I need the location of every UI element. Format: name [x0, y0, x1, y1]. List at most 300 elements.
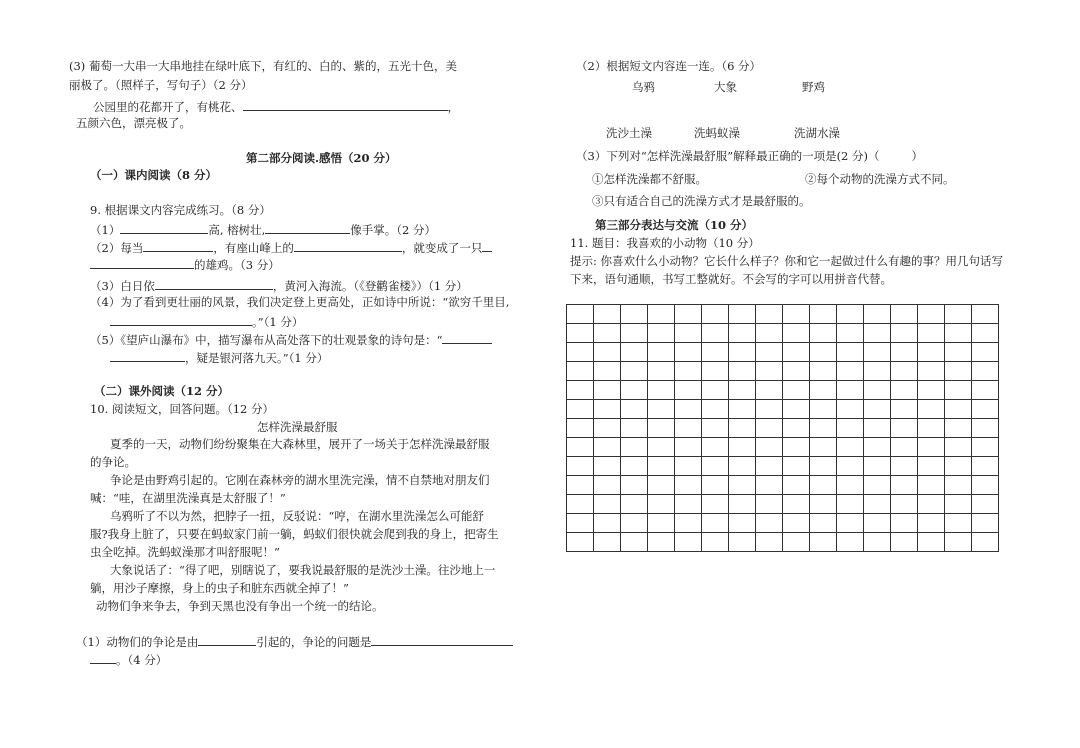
grid-row — [567, 400, 999, 419]
grid-cell[interactable] — [756, 381, 783, 400]
grid-cell[interactable] — [972, 514, 999, 533]
sec2-title: （二）课外阅读（12 分） — [94, 384, 230, 398]
q3-line2: 丽极了。（照样子，写句子）（2 分） — [69, 78, 253, 92]
grid-cell[interactable] — [729, 438, 756, 457]
grid-cell[interactable] — [702, 476, 729, 495]
grid-cell[interactable] — [594, 305, 621, 324]
grid-cell[interactable] — [648, 476, 675, 495]
grid-cell[interactable] — [702, 495, 729, 514]
q10-3-text-b: ） — [911, 149, 924, 163]
grid-cell[interactable] — [702, 362, 729, 381]
grid-cell[interactable] — [783, 438, 810, 457]
grid-cell[interactable] — [891, 362, 918, 381]
passage-p5: 动物们争来争去，争到天黑也没有争出一个统一的结论。 — [96, 599, 384, 613]
grid-cell[interactable] — [756, 362, 783, 381]
grid-cell[interactable] — [675, 533, 702, 552]
grid-cell[interactable] — [702, 514, 729, 533]
grid-cell[interactable] — [837, 438, 864, 457]
grid-row — [567, 476, 999, 495]
q9-1-num: （1） — [90, 223, 121, 237]
grid-cell[interactable] — [945, 400, 972, 419]
grid-cell[interactable] — [783, 324, 810, 343]
grid-cell[interactable] — [594, 514, 621, 533]
grid-cell[interactable] — [891, 419, 918, 438]
grid-cell[interactable] — [891, 457, 918, 476]
grid-cell[interactable] — [567, 514, 594, 533]
grid-cell[interactable] — [783, 514, 810, 533]
grid-cell[interactable] — [567, 476, 594, 495]
q9-1-text-b: 高, 榕树壮, — [208, 223, 266, 237]
grid-cell[interactable] — [621, 305, 648, 324]
grid-cell[interactable] — [837, 400, 864, 419]
grid-cell[interactable] — [621, 324, 648, 343]
writing-grid-table[interactable] — [566, 304, 999, 552]
q9-2-blank-b[interactable] — [294, 239, 402, 252]
grid-cell[interactable] — [621, 381, 648, 400]
grid-cell[interactable] — [567, 419, 594, 438]
grid-cell[interactable] — [675, 514, 702, 533]
q9-5-text-b: ，疑是银河落九天。”（1 分） — [185, 351, 329, 365]
grid-cell[interactable] — [972, 438, 999, 457]
q9-3-text-a: （3）白日依 — [90, 279, 155, 293]
grid-cell[interactable] — [648, 514, 675, 533]
q9-2-text-b: ，有座山峰上的 — [213, 241, 294, 255]
q9-5-blank-a[interactable] — [442, 331, 492, 344]
grid-cell[interactable] — [945, 476, 972, 495]
grid-cell[interactable] — [648, 457, 675, 476]
q9-2 — [90, 239, 492, 257]
grid-cell[interactable] — [594, 419, 621, 438]
grid-cell[interactable] — [594, 533, 621, 552]
grid-cell[interactable] — [972, 400, 999, 419]
grid-cell[interactable] — [675, 476, 702, 495]
grid-cell[interactable] — [783, 419, 810, 438]
grid-cell[interactable] — [675, 457, 702, 476]
grid-cell[interactable] — [945, 514, 972, 533]
grid-cell[interactable] — [783, 362, 810, 381]
grid-cell[interactable] — [783, 343, 810, 362]
grid-cell[interactable] — [918, 343, 945, 362]
grid-cell[interactable] — [648, 419, 675, 438]
grid-cell[interactable] — [945, 343, 972, 362]
grid-row — [567, 438, 999, 457]
q9-5-blank-b[interactable] — [110, 349, 185, 362]
grid-cell[interactable] — [621, 514, 648, 533]
grid-cell[interactable] — [648, 533, 675, 552]
grid-cell[interactable] — [729, 400, 756, 419]
grid-cell[interactable] — [567, 400, 594, 419]
grid-cell[interactable] — [567, 457, 594, 476]
grid-cell[interactable] — [810, 438, 837, 457]
grid-cell[interactable] — [918, 362, 945, 381]
grid-cell[interactable] — [621, 400, 648, 419]
q10-3-text-a: （3）下列对“怎样洗澡最舒服”解释最正确的一项是(2 分)（ — [576, 149, 880, 163]
animal-crow[interactable]: 乌鸦 — [632, 80, 655, 94]
grid-cell[interactable] — [594, 476, 621, 495]
passage-p3b: 服?我身上脏了，只要在蚂蚁家门前一躺，蚂蚁们很快就会爬到我的身上，把寄生 — [90, 527, 499, 541]
grid-cell[interactable] — [891, 476, 918, 495]
grid-cell[interactable] — [864, 533, 891, 552]
grid-cell[interactable] — [891, 400, 918, 419]
q9-1-text-c: 像手掌。（2 分） — [350, 223, 437, 237]
grid-cell[interactable] — [810, 514, 837, 533]
bath-sand[interactable]: 洗沙土澡 — [606, 126, 652, 140]
grid-cell[interactable] — [891, 495, 918, 514]
animal-pheasant[interactable]: 野鸡 — [802, 80, 825, 94]
grid-cell[interactable] — [864, 419, 891, 438]
grid-cell[interactable] — [594, 343, 621, 362]
q9-2-blank-d[interactable] — [90, 256, 194, 269]
passage-title: 怎样洗澡最舒服 — [257, 420, 338, 434]
grid-cell[interactable] — [729, 381, 756, 400]
grid-cell[interactable] — [810, 457, 837, 476]
grid-cell[interactable] — [702, 419, 729, 438]
grid-cell[interactable] — [972, 457, 999, 476]
grid-cell[interactable] — [918, 476, 945, 495]
grid-cell[interactable] — [621, 476, 648, 495]
grid-cell[interactable] — [972, 324, 999, 343]
grid-cell[interactable] — [945, 533, 972, 552]
passage-p3a: 乌鸦听了不以为然，把脖子一扭，反驳说：“哼，在湖水里洗澡怎么可能舒 — [110, 509, 484, 523]
grid-cell[interactable] — [675, 438, 702, 457]
grid-row — [567, 324, 999, 343]
grid-cell[interactable] — [567, 495, 594, 514]
grid-cell[interactable] — [972, 476, 999, 495]
grid-cell[interactable] — [756, 305, 783, 324]
grid-cell[interactable] — [567, 381, 594, 400]
grid-cell[interactable] — [648, 381, 675, 400]
grid-cell[interactable] — [621, 362, 648, 381]
grid-cell[interactable] — [756, 400, 783, 419]
q9-1-blank-b[interactable] — [265, 221, 350, 234]
q9-2-text-d: 的雄鸡。（3 分） — [194, 258, 280, 272]
grid-row — [567, 419, 999, 438]
grid-cell[interactable] — [945, 381, 972, 400]
q10-1-text-b: 引起的，争论的问题是 — [256, 635, 372, 649]
grid-cell[interactable] — [621, 533, 648, 552]
q10-1-blank-c[interactable] — [90, 651, 116, 664]
grid-cell[interactable] — [864, 305, 891, 324]
grid-cell[interactable] — [756, 438, 783, 457]
grid-cell[interactable] — [648, 305, 675, 324]
q11-hint-line1: 提示: 你喜欢什么小动物？它长什么样子？你和它一起做过什么有趣的事？用几句话写 — [570, 254, 1004, 268]
grid-cell[interactable] — [648, 343, 675, 362]
grid-cell[interactable] — [675, 495, 702, 514]
grid-cell[interactable] — [972, 305, 999, 324]
grid-cell[interactable] — [729, 305, 756, 324]
grid-row — [567, 495, 999, 514]
grid-row — [567, 514, 999, 533]
animal-elephant[interactable]: 大象 — [714, 80, 737, 94]
grid-cell[interactable] — [810, 324, 837, 343]
grid-cell[interactable] — [891, 533, 918, 552]
grid-cell[interactable] — [864, 514, 891, 533]
grid-cell[interactable] — [864, 362, 891, 381]
passage-p4a: 大象说话了：“得了吧，别瞎说了，要我说最舒服的是洗沙土澡。往沙地上一 — [110, 563, 496, 577]
grid-cell[interactable] — [972, 533, 999, 552]
grid-cell[interactable] — [621, 495, 648, 514]
q10-1 — [76, 633, 513, 651]
bath-lake[interactable]: 洗湖水澡 — [794, 126, 840, 140]
grid-row — [567, 362, 999, 381]
q9-4-text-b: 。”（1 分） — [252, 315, 304, 329]
grid-cell[interactable] — [729, 343, 756, 362]
grid-cell[interactable] — [621, 438, 648, 457]
grid-cell[interactable] — [810, 419, 837, 438]
grid-cell[interactable] — [864, 381, 891, 400]
grid-cell[interactable] — [594, 381, 621, 400]
passage-p4b: 躺，用沙子摩擦，身上的虫子和脏东西就全掉了！” — [90, 581, 349, 595]
grid-cell[interactable] — [945, 438, 972, 457]
grid-cell[interactable] — [945, 324, 972, 343]
grid-cell[interactable] — [729, 362, 756, 381]
grid-cell[interactable] — [729, 533, 756, 552]
grid-cell[interactable] — [648, 495, 675, 514]
q9-4: （4）为了看到更壮丽的风景，我们决定登上更高处，正如诗中所说：“欲穷千里目, — [90, 295, 510, 309]
grid-cell[interactable] — [702, 400, 729, 419]
q9-3-blank[interactable] — [155, 277, 273, 290]
passage-p1a: 夏季的一天，动物们纷纷聚集在大森林里，展开了一场关于怎样洗澡最舒服 — [110, 437, 490, 451]
grid-cell[interactable] — [567, 362, 594, 381]
passage-p3c: 虫全吃掉。洗蚂蚁澡那才叫舒服呢！” — [90, 545, 280, 559]
grid-cell[interactable] — [567, 343, 594, 362]
grid-cell[interactable] — [864, 343, 891, 362]
grid-cell[interactable] — [810, 495, 837, 514]
grid-cell[interactable] — [729, 514, 756, 533]
grid-cell[interactable] — [621, 419, 648, 438]
grid-row — [567, 305, 999, 324]
q3-comma: ， — [447, 100, 459, 114]
bath-ant[interactable]: 洗蚂蚁澡 — [694, 126, 740, 140]
grid-cell[interactable] — [648, 438, 675, 457]
grid-row — [567, 533, 999, 552]
grid-cell[interactable] — [756, 495, 783, 514]
grid-cell[interactable] — [594, 438, 621, 457]
grid-cell[interactable] — [918, 419, 945, 438]
q9-2-text-a: （2）每当 — [90, 241, 144, 255]
grid-cell[interactable] — [621, 457, 648, 476]
grid-cell[interactable] — [864, 400, 891, 419]
grid-cell[interactable] — [864, 495, 891, 514]
writing-grid[interactable] — [566, 304, 999, 552]
grid-cell[interactable] — [594, 324, 621, 343]
grid-cell[interactable] — [783, 381, 810, 400]
grid-cell[interactable] — [675, 381, 702, 400]
grid-cell[interactable] — [918, 400, 945, 419]
grid-cell[interactable] — [783, 400, 810, 419]
grid-cell[interactable] — [783, 305, 810, 324]
grid-cell[interactable] — [864, 457, 891, 476]
grid-cell[interactable] — [567, 305, 594, 324]
grid-cell[interactable] — [837, 495, 864, 514]
grid-cell[interactable] — [675, 305, 702, 324]
q9-4-cont — [110, 313, 303, 331]
option-2[interactable]: ②每个动物的洗澡方式不同。 — [805, 172, 955, 186]
q3-blank[interactable] — [243, 98, 448, 111]
q11-prompt: 11. 题目：我喜欢的小动物（10 分） — [570, 236, 760, 250]
q9-5-text-a: （5）《望庐山瀑布》中，描写瀑布从高处落下的壮观景象的诗句是：“ — [90, 333, 443, 347]
q3-line1: (3) 葡萄一大串一大串地挂在绿叶底下，有红的、白的、紫的，五光十色，美 — [69, 59, 457, 73]
grid-cell[interactable] — [810, 476, 837, 495]
grid-cell[interactable] — [756, 533, 783, 552]
grid-cell[interactable] — [648, 324, 675, 343]
q3-line3-text: 公园里的花都开了，有桃花、 — [93, 100, 243, 114]
q9-2-text-c: ，就变成了一只 — [401, 241, 483, 255]
grid-cell[interactable] — [756, 514, 783, 533]
grid-cell[interactable] — [567, 438, 594, 457]
q9-3-text-b: ，黄河入海流。（《登鹳雀楼》）（1 分） — [272, 279, 468, 293]
grid-cell[interactable] — [918, 324, 945, 343]
grid-cell[interactable] — [756, 419, 783, 438]
passage-p2b: 喊：“哇，在湖里洗澡真是太舒服了！” — [90, 491, 286, 505]
q10-3 — [576, 149, 923, 165]
grid-cell[interactable] — [891, 343, 918, 362]
grid-cell[interactable] — [837, 514, 864, 533]
q9-3 — [90, 277, 468, 295]
passage-p2a: 争论是由野鸡引起的。它刚在森林旁的湖水里洗完澡，情不自禁地对朋友们 — [110, 473, 490, 487]
grid-cell[interactable] — [702, 324, 729, 343]
grid-cell[interactable] — [567, 533, 594, 552]
grid-cell[interactable] — [702, 533, 729, 552]
q10-1-cont — [90, 651, 167, 669]
grid-cell[interactable] — [756, 324, 783, 343]
grid-cell[interactable] — [648, 362, 675, 381]
grid-cell[interactable] — [945, 457, 972, 476]
grid-cell[interactable] — [594, 495, 621, 514]
grid-cell[interactable] — [594, 362, 621, 381]
grid-cell[interactable] — [918, 533, 945, 552]
grid-cell[interactable] — [837, 533, 864, 552]
q9-4-blank[interactable] — [110, 313, 252, 326]
grid-cell[interactable] — [729, 476, 756, 495]
grid-cell[interactable] — [972, 495, 999, 514]
grid-cell[interactable] — [675, 400, 702, 419]
grid-cell[interactable] — [837, 476, 864, 495]
grid-cell[interactable] — [594, 400, 621, 419]
grid-cell[interactable] — [945, 305, 972, 324]
grid-cell[interactable] — [567, 324, 594, 343]
grid-cell[interactable] — [729, 495, 756, 514]
grid-cell[interactable] — [621, 343, 648, 362]
grid-cell[interactable] — [918, 305, 945, 324]
grid-cell[interactable] — [891, 305, 918, 324]
q10-prompt: 10. 阅读短文，回答问题。（12 分） — [90, 402, 274, 416]
grid-cell[interactable] — [891, 438, 918, 457]
grid-cell[interactable] — [729, 419, 756, 438]
grid-cell[interactable] — [702, 438, 729, 457]
grid-cell[interactable] — [783, 495, 810, 514]
grid-cell[interactable] — [810, 400, 837, 419]
grid-cell[interactable] — [729, 324, 756, 343]
q9-5-cont — [110, 349, 328, 367]
q10-1-text-c: 。（4 分） — [116, 653, 168, 667]
q3-line3 — [93, 98, 459, 116]
q10-1-text-a: （1）动物们的争论是由 — [76, 635, 199, 649]
grid-cell[interactable] — [810, 533, 837, 552]
grid-cell[interactable] — [972, 419, 999, 438]
grid-row — [567, 381, 999, 400]
grid-cell[interactable] — [783, 476, 810, 495]
grid-cell[interactable] — [972, 343, 999, 362]
grid-cell[interactable] — [891, 324, 918, 343]
q9-2-cont — [90, 256, 280, 274]
grid-cell[interactable] — [702, 343, 729, 362]
grid-cell[interactable] — [702, 381, 729, 400]
grid-cell[interactable] — [648, 400, 675, 419]
passage-p1b: 的争论。 — [90, 455, 136, 469]
grid-cell[interactable] — [918, 438, 945, 457]
grid-cell[interactable] — [837, 324, 864, 343]
grid-row — [567, 343, 999, 362]
grid-cell[interactable] — [945, 362, 972, 381]
grid-cell[interactable] — [594, 457, 621, 476]
q9-1 — [90, 221, 436, 239]
grid-cell[interactable] — [837, 305, 864, 324]
grid-cell[interactable] — [864, 438, 891, 457]
grid-cell[interactable] — [891, 514, 918, 533]
grid-cell[interactable] — [756, 343, 783, 362]
grid-cell[interactable] — [810, 362, 837, 381]
grid-cell[interactable] — [837, 457, 864, 476]
grid-cell[interactable] — [945, 495, 972, 514]
grid-cell[interactable] — [891, 381, 918, 400]
q9-prompt: 9. 根据课文内容完成练习。（8 分） — [90, 203, 271, 217]
part3-title: 第三部分表达与交流（10 分） — [595, 218, 754, 232]
grid-cell[interactable] — [837, 381, 864, 400]
q9-1-blank-a[interactable] — [120, 221, 208, 234]
grid-cell[interactable] — [837, 419, 864, 438]
grid-cell[interactable] — [837, 343, 864, 362]
grid-cell[interactable] — [702, 305, 729, 324]
grid-cell[interactable] — [918, 514, 945, 533]
grid-cell[interactable] — [810, 305, 837, 324]
q11-hint-line2: 下来，语句通顺，书写工整就好。不会写的字可以用拼音代替。 — [570, 272, 892, 286]
grid-cell[interactable] — [675, 343, 702, 362]
grid-cell[interactable] — [918, 457, 945, 476]
grid-cell[interactable] — [810, 381, 837, 400]
grid-cell[interactable] — [675, 324, 702, 343]
option-1[interactable]: ①怎样洗澡都不舒服。 — [592, 172, 707, 186]
grid-cell[interactable] — [837, 362, 864, 381]
q9-5 — [90, 331, 492, 349]
grid-cell[interactable] — [864, 476, 891, 495]
grid-cell[interactable] — [675, 419, 702, 438]
grid-cell[interactable] — [729, 457, 756, 476]
grid-cell[interactable] — [702, 457, 729, 476]
q3-line4: 五颜六色，漂亮极了。 — [76, 116, 191, 130]
grid-cell[interactable] — [918, 495, 945, 514]
grid-cell[interactable] — [972, 381, 999, 400]
q9-2-blank-a[interactable] — [143, 239, 213, 252]
grid-cell[interactable] — [675, 362, 702, 381]
sec1-title: （一）课内阅读（8 分） — [90, 168, 218, 182]
part2-title: 第二部分阅读.感悟（20 分） — [246, 151, 397, 165]
grid-cell[interactable] — [783, 533, 810, 552]
grid-row — [567, 457, 999, 476]
grid-cell[interactable] — [972, 362, 999, 381]
grid-cell[interactable] — [783, 457, 810, 476]
grid-cell[interactable] — [864, 324, 891, 343]
grid-cell[interactable] — [756, 476, 783, 495]
grid-cell[interactable] — [945, 419, 972, 438]
grid-cell[interactable] — [918, 381, 945, 400]
option-3[interactable]: ③只有适合自己的洗澡方式才是最舒服的。 — [592, 194, 811, 208]
q10-1-blank-b[interactable] — [371, 633, 513, 646]
q9-2-blank-c[interactable] — [482, 239, 492, 252]
q10-1-blank-a[interactable] — [198, 633, 256, 646]
grid-cell[interactable] — [810, 343, 837, 362]
grid-cell[interactable] — [756, 457, 783, 476]
